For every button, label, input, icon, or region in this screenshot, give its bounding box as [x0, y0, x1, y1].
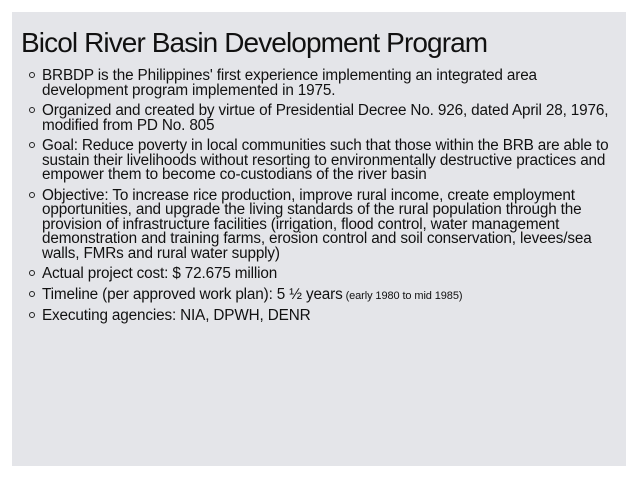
bullet-circle-icon	[29, 270, 35, 276]
bullet-circle-icon	[29, 192, 35, 198]
bullet-item-objective	[12, 186, 624, 262]
bullet-item-goal	[12, 139, 624, 183]
bullet-text: Organized and created by virtue of Presidential Decree No. 926, dated April 28, 1976, modified from PD No. 805	[42, 102, 609, 134]
bullet-text: Goal: Reduce poverty in local communities such that those within the BRB are able to sustain their livelihoods without resorting to environmentally destructive practices and empower them to become co-custodians of the river basin	[42, 137, 609, 183]
bullet-text: Objective: To increase rice production, improve rural income, create employment opportunities, and upgrade the living standards of the rural population through the provision of infrastructure facilities (irrigation, flood control, water management demonstration and training farms, erosion control and soil conservation, levees/sea walls, FMRs and rural water supply)	[42, 186, 592, 262]
bullet-item-brbdp-overview	[12, 69, 624, 98]
bullet-circle-icon	[29, 72, 35, 78]
bullet-circle-icon	[29, 142, 35, 148]
bullet-circle-icon	[29, 107, 35, 113]
bullet-circle-icon	[29, 291, 35, 297]
bullet-text: Executing agencies: NIA, DPWH, DENR	[42, 307, 311, 324]
bullet-text: Timeline (per approved work plan): 5 ½ years	[42, 285, 343, 303]
timeline-note: (early 1980 to mid 1985)	[342, 289, 463, 302]
slide	[12, 12, 626, 466]
bullet-item-decree	[12, 104, 624, 133]
bullet-circle-icon	[29, 312, 35, 318]
bullet-item-project-cost	[12, 267, 624, 282]
bullet-item-timeline	[12, 285, 624, 304]
bullet-item-executing-agencies	[12, 309, 624, 324]
bullet-text: Actual project cost: $ 72.675 million	[42, 265, 278, 282]
slide-title: Bicol River Basin Development Program	[21, 27, 488, 58]
bullet-text: BRBDP is the Philippines' first experience implementing an integrated area development program implemented in 1975.	[42, 67, 537, 99]
bullet-list	[12, 69, 624, 330]
